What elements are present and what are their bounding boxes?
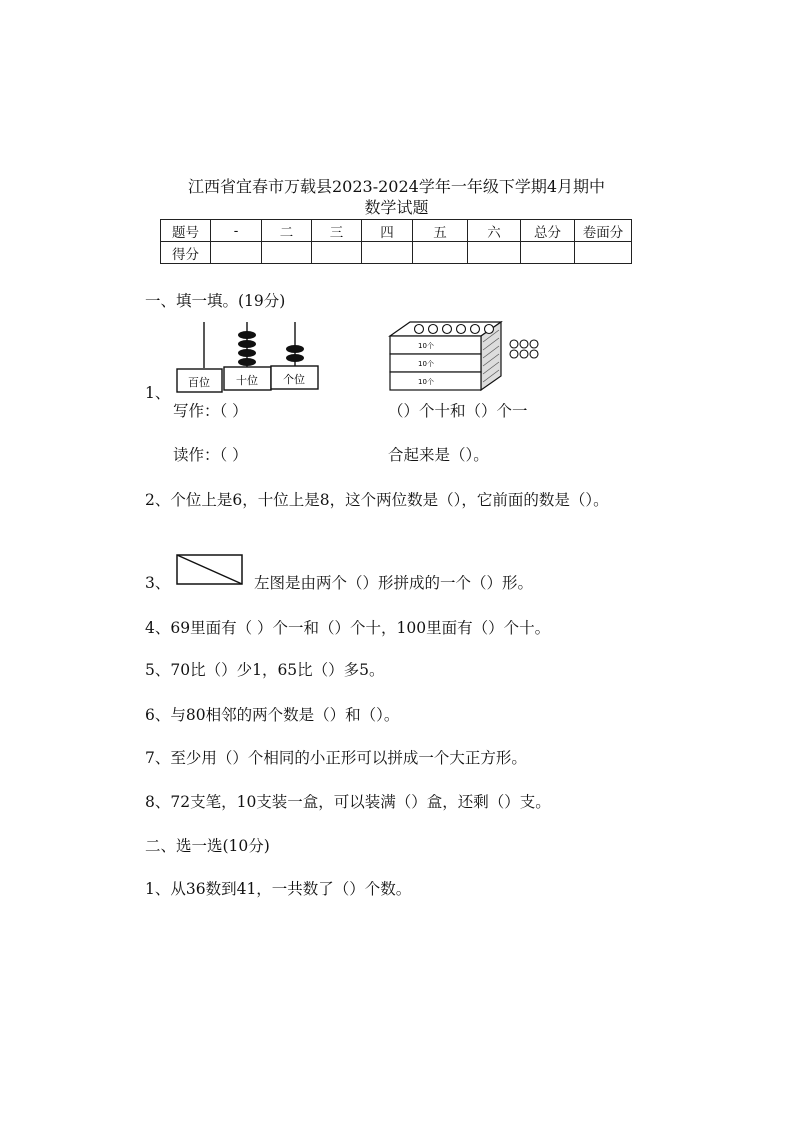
score-header-cell: 二 <box>262 220 312 242</box>
score-cell[interactable] <box>262 242 312 264</box>
question-4: 4、69里面有（ ）个一和（）个十，100里面有（）个十。 <box>145 619 551 637</box>
score-header-cell: 总分 <box>521 220 575 242</box>
score-cell[interactable] <box>362 242 413 264</box>
score-header-cell: 卷面分 <box>575 220 632 242</box>
question-8: 8、72支笔，10支装一盒，可以装满（）盒，还剩（）支。 <box>145 793 551 811</box>
score-header-cell: 三 <box>312 220 362 242</box>
section2-question-1: 1、从36数到41，一共数了（）个数。 <box>145 880 412 898</box>
score-row-label: 得分 <box>161 242 211 264</box>
q1-number: 1、 <box>145 384 171 402</box>
bundle-label: 10个 <box>418 360 434 368</box>
section2-heading: 二、选一选(10分) <box>145 837 270 855</box>
bundles-figure <box>385 318 545 396</box>
score-header-cell: 题号 <box>161 220 211 242</box>
q1-read: 读作：（ ） <box>173 446 248 464</box>
rectangle-diagonal-figure <box>175 553 245 587</box>
score-header-cell: 五 <box>413 220 468 242</box>
question-2: 2、个位上是6，十位上是8，这个两位数是（），它前面的数是（）。 <box>145 491 609 509</box>
abacus-figure <box>172 318 332 394</box>
bundle-label: 10个 <box>418 342 434 350</box>
score-cell[interactable] <box>413 242 468 264</box>
score-header-cell: 六 <box>468 220 521 242</box>
score-table <box>160 219 632 264</box>
q3-number: 3、 <box>145 574 171 592</box>
question-6: 6、与80相邻的两个数是（）和（）。 <box>145 706 400 724</box>
abacus-label-hundreds: 百位 <box>188 376 210 389</box>
loose-ones-circles <box>510 340 538 358</box>
score-cell[interactable] <box>312 242 362 264</box>
score-header-cell: 四 <box>362 220 413 242</box>
score-table-score-row <box>161 242 632 264</box>
q1-write: 写作：（ ） <box>173 402 248 420</box>
bundle-label: 10个 <box>418 378 434 386</box>
question-7: 7、至少用（）个相同的小正形可以拼成一个大正方形。 <box>145 749 527 767</box>
section1-heading: 一、填一填。(19分) <box>145 292 286 310</box>
page-title: 江西省宜春市万载县2023-2024学年一年级下学期4月期中 <box>187 177 606 196</box>
score-cell[interactable] <box>575 242 632 264</box>
abacus-label-ones: 个位 <box>283 373 305 386</box>
score-cell[interactable] <box>521 242 575 264</box>
score-cell[interactable] <box>468 242 521 264</box>
q1-combined: 合起来是（）。 <box>388 446 489 464</box>
score-table-header-row <box>161 220 632 242</box>
q3-text: 左图是由两个（）形拼成的一个（）形。 <box>254 574 534 592</box>
question-5: 5、70比（）少1，65比（）多5。 <box>145 661 385 679</box>
q1-tens-ones: （）个十和（）个一 <box>388 402 528 420</box>
abacus-label-tens: 十位 <box>236 374 258 387</box>
score-header-cell: - <box>211 220 262 242</box>
page-subtitle: 数学试题 <box>364 198 429 217</box>
score-cell[interactable] <box>211 242 262 264</box>
